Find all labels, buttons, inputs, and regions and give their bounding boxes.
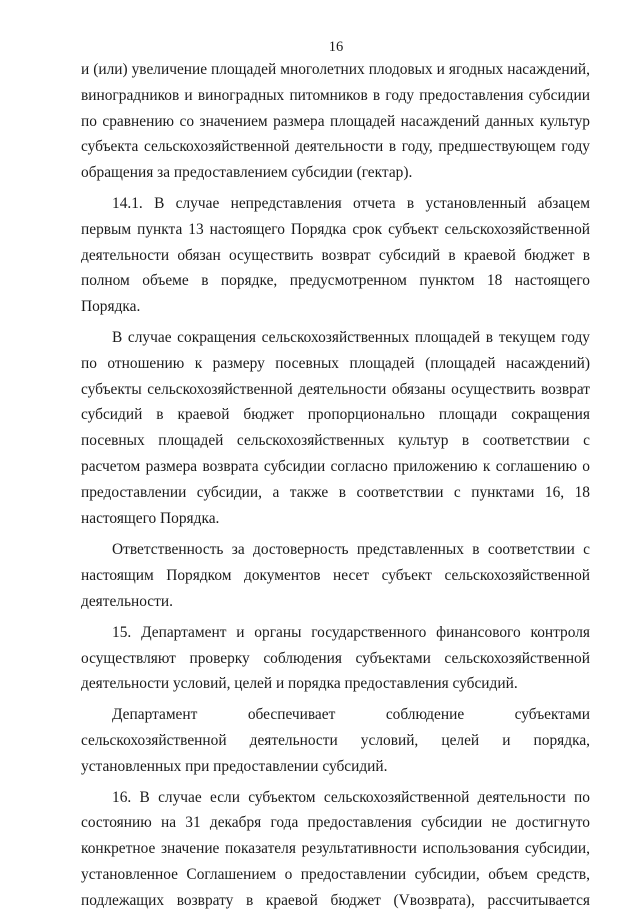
paragraph-area-reduction: В случае сокращения сельскохозяйственных площадей в текущем году по отношению к размеру посевных площадей (площадей насаждений) субъекты сельскохозяйственной деятельности обязаны осуществить возврат субсидий в краевой бюджет пропорционально площади сокращения посевных площадей сельскохозяйственных культур в соответствии с расчетом размера возврата субсидии согласно приложению к соглашению о предоставлении субсидии, а также в соответствии с пунктами 16, 18 настоящего Порядка. [81,328,590,527]
paragraph-15: 15. Департамент и органы государственного финансового контроля осуществляют проверку соблюдения субъектами сельскохозяйственной деятельности условий, целей и порядка предоставления субсидий. [81,623,590,693]
paragraph-department-compliance: Департамент обеспечивает соблюдение субъектами сельскохозяйственной деятельности условий, целей и порядка, установленных при предоставлении субсидий. [81,706,590,775]
page-number: 16 [328,39,344,55]
body-text [81,57,590,914]
paragraph-14-1: 14.1. В случае непредставления отчета в установленный абзацем первым пункта 13 настоящего Порядка срок субъект сельскохозяйственной деятельности обязан осуществить возврат субсидий в краевой бюджет в полном объеме в порядке, предусмотренном пунктом 18 настоящего Порядка. [81,194,590,316]
paragraph-continuation: и (или) увеличение площадей многолетних плодовых и ягодных насаждений, виноградников и виноградных питомников в году предоставления субсидии по сравнению со значением размера площадей насаждений данных культур субъекта сельскохозяйственной деятельности в году, предшествующем году обращения за предоставлением субсидии (гектар). [81,61,590,182]
paragraph-16: 16. В случае если субъектом сельскохозяйственной деятельности по состоянию на 31 декабря года предоставления субсидии не достигнуто конкретное значение показателя результативности использования субсидии, установленное Соглашением о предоставлении субсидии, объем средств, подлежащих возврату в краевой бюджет (Vвозврата), рассчитывается [81,788,590,909]
paragraph-responsibility: Ответственность за достоверность представленных в соответствии с настоящим Порядком документов несет субъект сельскохозяйственной деятельности. [81,541,590,610]
